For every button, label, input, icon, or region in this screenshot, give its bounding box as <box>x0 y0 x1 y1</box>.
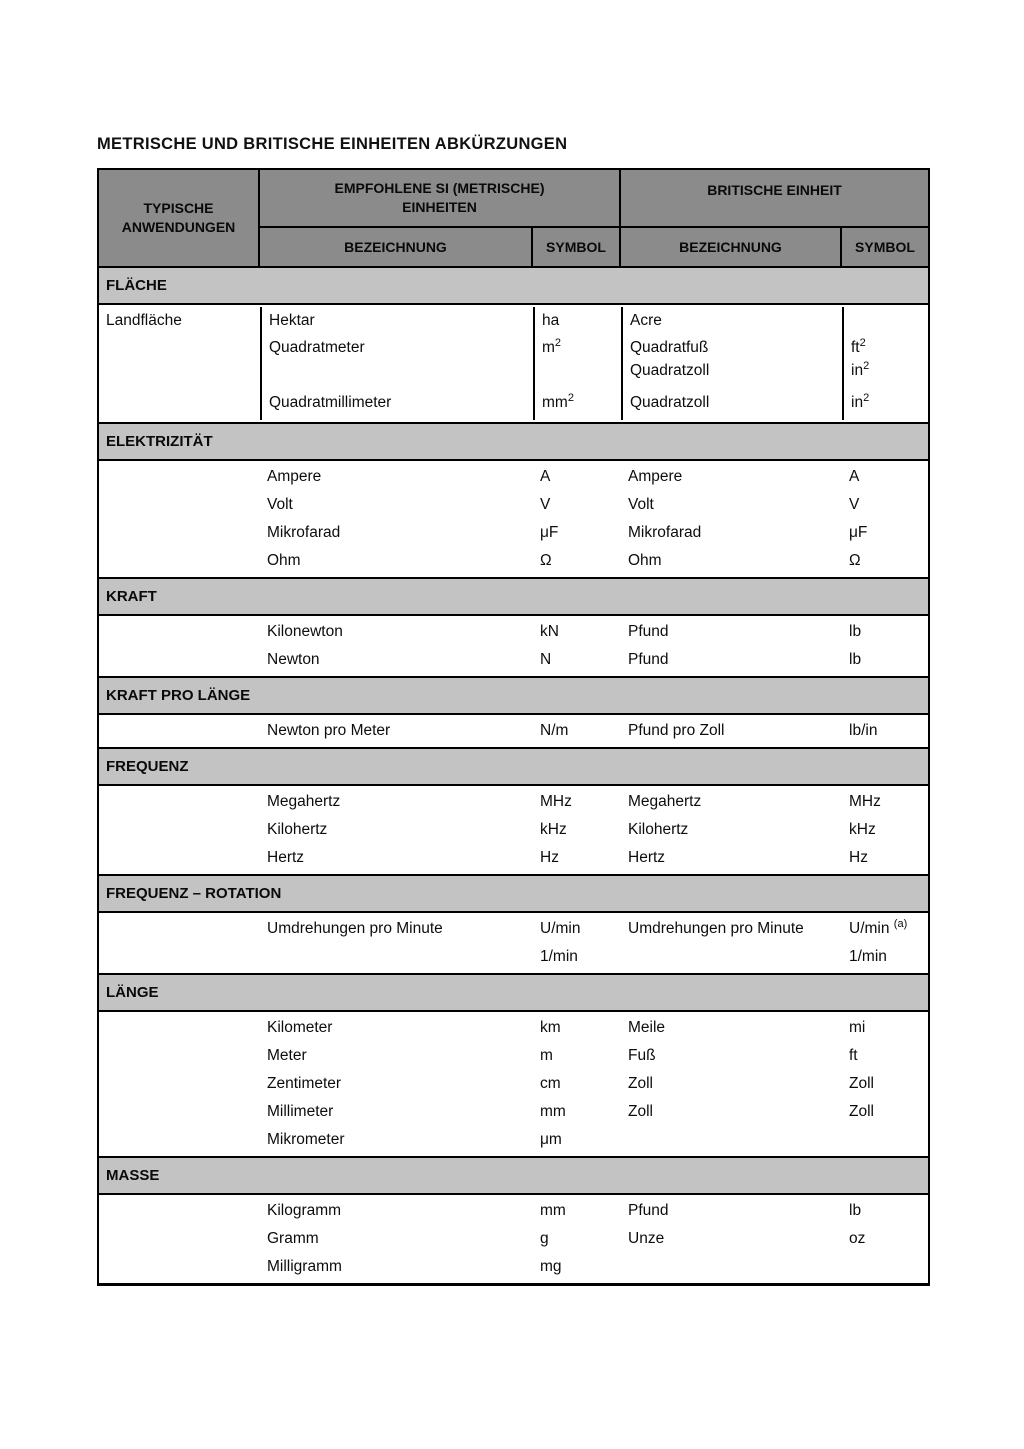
section-body <box>99 461 928 579</box>
cell-si-symbol: kN <box>540 623 559 640</box>
cell-application <box>99 618 260 646</box>
header-col-symbol-british: SYMBOL <box>842 228 928 268</box>
cell-british-symbol: oz <box>849 1230 866 1247</box>
cell-si-symbol: Hz <box>540 849 559 866</box>
cell-si-name: Milligramm <box>267 1258 342 1275</box>
cell-british-name <box>621 1253 842 1281</box>
cell-british-symbol <box>842 307 928 335</box>
superscript: 2 <box>554 336 562 349</box>
cell-british-symbol: Zoll <box>849 1075 874 1092</box>
cell-si-symbol: V <box>540 496 551 513</box>
cell-application <box>99 646 260 674</box>
section-header <box>99 975 928 1012</box>
cell-application <box>99 1126 260 1154</box>
cell-application <box>99 519 260 547</box>
cell-british-symbol: Zoll <box>849 1103 874 1120</box>
unit-text: m <box>542 339 555 356</box>
section-label: FREQUENZ – ROTATION <box>106 885 282 902</box>
cell-application <box>99 491 260 519</box>
header-col-symbol-si: SYMBOL <box>533 228 621 268</box>
unit-text: mm <box>542 394 568 411</box>
cell-si-symbol: U/min <box>540 920 581 937</box>
cell-british-symbol: V <box>849 496 860 513</box>
cell-british-name: Fuß <box>628 1047 656 1064</box>
section-body <box>99 786 928 876</box>
section-header <box>99 424 928 461</box>
table-row <box>99 1126 928 1154</box>
cell-british-name: Ampere <box>628 468 683 485</box>
cell-british-name: Zoll <box>628 1103 653 1120</box>
cell-application <box>99 1197 260 1225</box>
cell-british-name: Acre <box>621 307 842 335</box>
table-header <box>99 170 928 268</box>
cell-si-name: Zentimeter <box>267 1075 342 1092</box>
cell-application <box>99 816 260 844</box>
cell-british-symbol: 1/min <box>849 948 887 965</box>
section-label: FREQUENZ <box>106 758 189 775</box>
cell-british-symbol: mi <box>849 1019 866 1036</box>
cell-british-name: Meile <box>628 1019 666 1036</box>
cell-british-name: Zoll <box>628 1075 653 1092</box>
header-typical-applications: TYPISCHE ANWENDUNGEN <box>99 170 260 268</box>
cell-british-name: Pfund <box>628 623 669 640</box>
cell-si-symbol <box>533 384 621 420</box>
section-label: FLÄCHE <box>106 277 167 294</box>
cell-si-symbol <box>533 358 621 384</box>
table-row <box>99 1070 928 1098</box>
cell-si-symbol: N <box>540 651 552 668</box>
cell-application <box>99 1070 260 1098</box>
table-row <box>99 491 928 519</box>
section-body <box>99 913 928 975</box>
header-group-si-units: EMPFOHLENE SI (METRISCHE) EINHEITEN <box>260 170 621 228</box>
section-label: ELEKTRIZITÄT <box>106 433 213 450</box>
table-row <box>99 335 928 358</box>
cell-british-name: Megahertz <box>628 793 702 810</box>
section-header <box>99 268 928 305</box>
cell-si-symbol: mm <box>540 1202 566 1219</box>
section-header <box>99 579 928 616</box>
cell-british-symbol <box>842 1253 928 1281</box>
cell-british-name: Ohm <box>628 552 662 569</box>
cell-si-name: Newton pro Meter <box>267 722 391 739</box>
cell-si-symbol: ha <box>533 307 621 335</box>
cell-british-symbol <box>842 1126 928 1154</box>
cell-british-symbol: lb/in <box>849 722 878 739</box>
cell-si-name: Newton <box>267 651 320 668</box>
page-title: METRISCHE UND BRITISCHE EINHEITEN ABKÜRZUNGEN <box>97 135 568 153</box>
section-header <box>99 749 928 786</box>
cell-si-symbol: μm <box>540 1131 562 1148</box>
cell-application <box>99 358 260 384</box>
cell-si-name <box>260 943 533 971</box>
section-label: KRAFT PRO LÄNGE <box>106 687 251 704</box>
cell-application <box>99 943 260 971</box>
cell-british-symbol: MHz <box>849 793 881 810</box>
cell-si-symbol: Ω <box>540 552 552 569</box>
superscript: 2 <box>863 391 870 404</box>
cell-british-symbol: Ω <box>849 552 861 569</box>
table-row <box>99 1014 928 1042</box>
cell-british-symbol: lb <box>849 623 862 640</box>
cell-si-name: Kilohertz <box>267 821 328 838</box>
cell-si-name: Kilonewton <box>267 623 343 640</box>
unit-text: ft <box>851 339 860 356</box>
cell-si-name: Millimeter <box>267 1103 334 1120</box>
cell-si-symbol: 1/min <box>540 948 578 965</box>
superscript: 2 <box>863 359 870 372</box>
cell-application <box>99 717 260 745</box>
header-group-british-unit: BRITISCHE EINHEIT <box>621 170 928 228</box>
cell-si-name: Umdrehungen pro Minute <box>267 920 443 937</box>
table-row <box>99 646 928 674</box>
table-sections <box>99 268 928 1283</box>
table-row <box>99 816 928 844</box>
cell-si-symbol: mg <box>540 1258 562 1275</box>
cell-application: Landfläche <box>106 312 182 329</box>
section-body <box>99 1195 928 1283</box>
cell-british-symbol: A <box>849 468 860 485</box>
cell-application <box>99 1014 260 1042</box>
cell-si-name: Mikrofarad <box>267 524 341 541</box>
cell-si-name <box>260 358 533 384</box>
cell-si-name: Ohm <box>267 552 301 569</box>
cell-british-symbol: lb <box>849 651 862 668</box>
cell-si-name: Megahertz <box>267 793 341 810</box>
cell-british-symbol: kHz <box>849 821 876 838</box>
cell-si-name: Volt <box>267 496 293 513</box>
cell-application <box>99 335 260 358</box>
section-header <box>99 678 928 715</box>
cell-british-symbol <box>842 384 928 420</box>
cell-si-name: Ampere <box>267 468 322 485</box>
cell-british-name: Pfund <box>628 1202 669 1219</box>
cell-si-name: Mikrometer <box>267 1131 345 1148</box>
section-header <box>99 1158 928 1195</box>
table-row <box>99 618 928 646</box>
cell-british-name: Kilohertz <box>628 821 689 838</box>
cell-application <box>99 1253 260 1281</box>
section-body <box>99 1012 928 1158</box>
cell-british-symbol: μF <box>849 524 868 541</box>
superscript: 2 <box>859 336 866 349</box>
cell-british-symbol: ft <box>849 1047 858 1064</box>
cell-british-name <box>621 1126 842 1154</box>
cell-british-name: Umdrehungen pro Minute <box>628 920 804 937</box>
section-label: MASSE <box>106 1167 160 1184</box>
cell-british-name: Pfund <box>628 651 669 668</box>
cell-british-name: Quadratzoll <box>621 384 842 420</box>
cell-british-symbol <box>842 358 928 384</box>
cell-application <box>99 915 260 943</box>
cell-si-symbol <box>533 335 621 358</box>
cell-british-name: Hertz <box>628 849 666 866</box>
cell-si-name: Hektar <box>260 307 533 335</box>
cell-si-symbol: mm <box>540 1103 566 1120</box>
cell-british-symbol <box>842 915 928 943</box>
cell-application <box>99 844 260 872</box>
unit-text: in <box>851 362 864 379</box>
cell-application <box>99 463 260 491</box>
cell-british-name: Pfund pro Zoll <box>628 722 725 739</box>
cell-british-symbol: lb <box>849 1202 862 1219</box>
cell-si-name: Kilometer <box>267 1019 333 1036</box>
table-row <box>99 307 928 335</box>
table-row <box>99 1042 928 1070</box>
cell-si-symbol: A <box>540 468 551 485</box>
table-row <box>99 788 928 816</box>
cell-si-symbol: kHz <box>540 821 567 838</box>
section-body <box>99 305 928 424</box>
cell-si-name: Kilogramm <box>267 1202 342 1219</box>
cell-si-symbol: km <box>540 1019 561 1036</box>
header-col-name-si: BEZEICHNUNG <box>260 228 533 268</box>
cell-si-symbol: μF <box>540 524 559 541</box>
cell-british-name: Unze <box>628 1230 665 1247</box>
cell-si-symbol: m <box>540 1047 553 1064</box>
table-row <box>99 1225 928 1253</box>
table-row <box>99 358 928 384</box>
section-label: LÄNGE <box>106 984 159 1001</box>
cell-british-name <box>621 943 842 971</box>
cell-si-name: Quadratmillimeter <box>260 384 533 420</box>
cell-british-name: Quadratzoll <box>621 358 842 384</box>
table-row <box>99 915 928 943</box>
unit-text: U/min <box>849 920 894 937</box>
cell-application <box>99 1098 260 1126</box>
table-row <box>99 463 928 491</box>
section-label: KRAFT <box>106 588 157 605</box>
cell-british-symbol: Hz <box>849 849 868 866</box>
cell-british-symbol <box>842 335 928 358</box>
section-body <box>99 715 928 749</box>
table-row <box>99 519 928 547</box>
cell-application <box>99 384 260 420</box>
cell-si-symbol: N/m <box>540 722 569 739</box>
cell-si-symbol: g <box>540 1230 549 1247</box>
cell-si-symbol: MHz <box>540 793 572 810</box>
table-row <box>99 717 928 745</box>
cell-si-name: Gramm <box>267 1230 319 1247</box>
table-row <box>99 384 928 420</box>
table-row <box>99 1098 928 1126</box>
cell-si-symbol: cm <box>540 1075 561 1092</box>
cell-si-name: Meter <box>267 1047 307 1064</box>
table-row <box>99 1253 928 1281</box>
cell-british-name: Quadratfuß <box>621 335 842 358</box>
table-row <box>99 547 928 575</box>
unit-text: in <box>851 394 864 411</box>
cell-british-name: Mikrofarad <box>628 524 702 541</box>
table-row <box>99 844 928 872</box>
superscript: 2 <box>567 391 574 404</box>
units-table <box>97 168 930 1286</box>
cell-british-name: Volt <box>628 496 654 513</box>
cell-application <box>99 788 260 816</box>
table-row <box>99 1197 928 1225</box>
cell-application <box>99 1042 260 1070</box>
superscript: (a) <box>893 917 908 930</box>
section-header <box>99 876 928 913</box>
cell-si-name: Quadratmeter <box>260 335 533 358</box>
cell-application <box>99 1225 260 1253</box>
header-col-name-british: BEZEICHNUNG <box>621 228 842 268</box>
table-row <box>99 943 928 971</box>
section-body <box>99 616 928 678</box>
cell-application <box>99 547 260 575</box>
cell-si-name: Hertz <box>267 849 305 866</box>
